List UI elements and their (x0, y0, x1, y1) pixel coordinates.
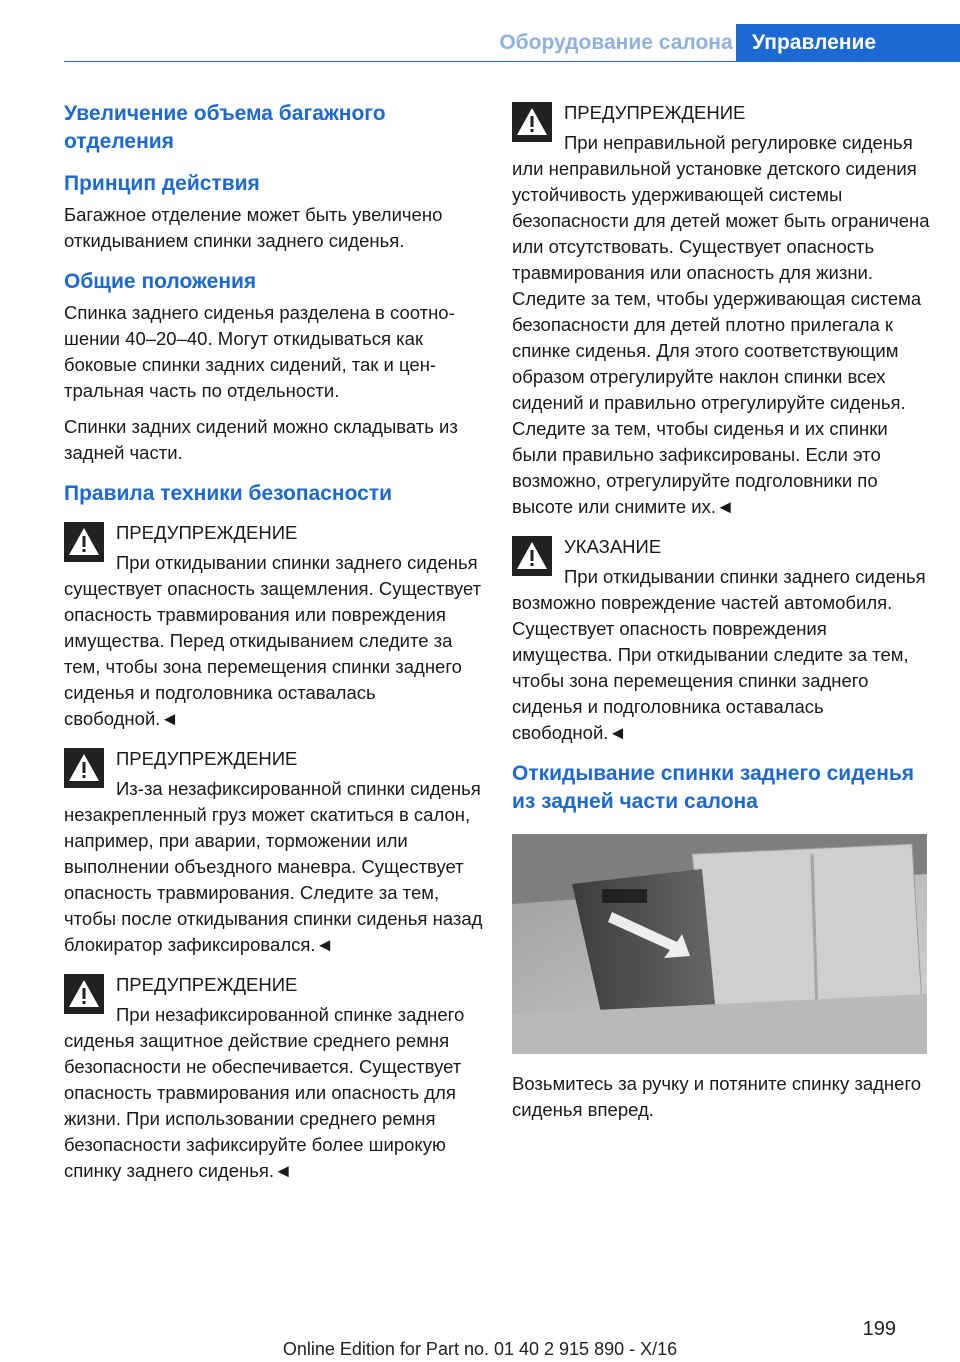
warning-text: Из-за незафиксированной спинки сиденья незакрепленный груз может скатиться в салон, например, при аварии, торможении или выполнении объездного маневра. Существует опасность травмирования. Следите за тем, чтобы после откидывания спинки сиденья назад блокиратор зафиксировался.◄ (64, 778, 483, 955)
paragraph-general-1: Спинка заднего сиденья разделена в соотношении 40–20–40. Могут откидываться как боковые спинки задних сидений, так и центральная часть по отдельности. (64, 302, 455, 401)
heading-principle: Принцип действия (64, 172, 260, 195)
rear-seat-photo (512, 834, 927, 1054)
warning-text: При откидывании спинки заднего сиденья существует опасность защемления. Существует опасность травмирования или повреждения имущества. Перед откидыванием следите за тем, чтобы зона перемещения спинки заднего сиденья и подголовника оставалась свободной.◄ (64, 552, 482, 729)
notice-icon (512, 536, 552, 576)
notice-text: При откидывании спинки заднего сиденья возможно повреждение частей автомобиля. Существует опасность повреждения имущества. При откидывании следите за тем, чтобы зона перемещения спинки заднего сиденья и подголовника оставалась свободной.◄ (512, 566, 926, 743)
section-tab[interactable]: Оборудование салона (499, 31, 733, 54)
warning-text: При незафиксированной спинке заднего сиденья защитное действие среднего ремня безопасности не обеспечивается. Существует опасность травмирования или опасность для жизни. При использовании среднего ремня безопасности зафиксируйте более широкую спинку заднего сиденья.◄ (64, 1004, 465, 1181)
notice-block (512, 534, 932, 746)
header-rule (64, 61, 960, 62)
paragraph-principle: Багажное отделение может быть увеличено откидыванием спинки заднего сиденья. (64, 204, 443, 251)
page-title: Увеличение объема багажного отделения (64, 102, 386, 153)
warning-icon (512, 102, 552, 142)
notice-title: УКАЗАНИЕ (564, 536, 662, 557)
warning-text: При неправильной регулировке сиденья или неправильной установке детского сидения устойчивость удерживающей системы безопасности для детей может быть ограничена или отсутствовать. Существует опасность травмирования или опасность для жизни. Следите за тем, чтобы удерживающая система безопасности для детей плотно прилегала к спинке сиденья. Для этого соответствующим образом отрегулируйте наклон спинки всех сидений и правильно отрегулируйте сиденья. Следите за тем, чтобы сиденья и их спинки были правильно зафиксированы. Если это возможно, отрегулируйте подголовники по высоте или снимите их.◄ (512, 132, 930, 517)
warning-block (512, 100, 932, 520)
paragraph-general-2: Спинки задних сидений можно складывать из задней части. (64, 416, 458, 463)
edition-footer: Online Edition for Part no. 01 40 2 915 890 - X/16 (282, 1339, 678, 1359)
page-header (0, 0, 960, 62)
warning-title: ПРЕДУПРЕЖДЕНИЕ (564, 102, 746, 123)
chapter-tab[interactable]: Управление (736, 24, 960, 62)
warning-block (64, 972, 484, 1184)
page-number: 199 (862, 1318, 896, 1340)
right-column (512, 100, 932, 1133)
warning-icon (64, 522, 104, 562)
heading-safety: Правила техники безопасности (64, 482, 393, 505)
warning-title: ПРЕДУПРЕЖДЕНИЕ (116, 748, 298, 769)
heading-fold-rear: Откидывание спинки заднего сиденья из задней части салона (512, 762, 915, 813)
heading-general: Общие положения (64, 270, 257, 293)
warning-block (64, 520, 484, 732)
warning-icon (64, 974, 104, 1014)
warning-icon (64, 748, 104, 788)
left-column (64, 100, 484, 1198)
paragraph-fold: Возьмитесь за ручку и потяните спинку заднего сиденья вперед. (512, 1073, 922, 1120)
warning-title: ПРЕДУПРЕЖДЕНИЕ (116, 974, 298, 995)
warning-block (64, 746, 484, 958)
warning-title: ПРЕДУПРЕЖДЕНИЕ (116, 522, 298, 543)
